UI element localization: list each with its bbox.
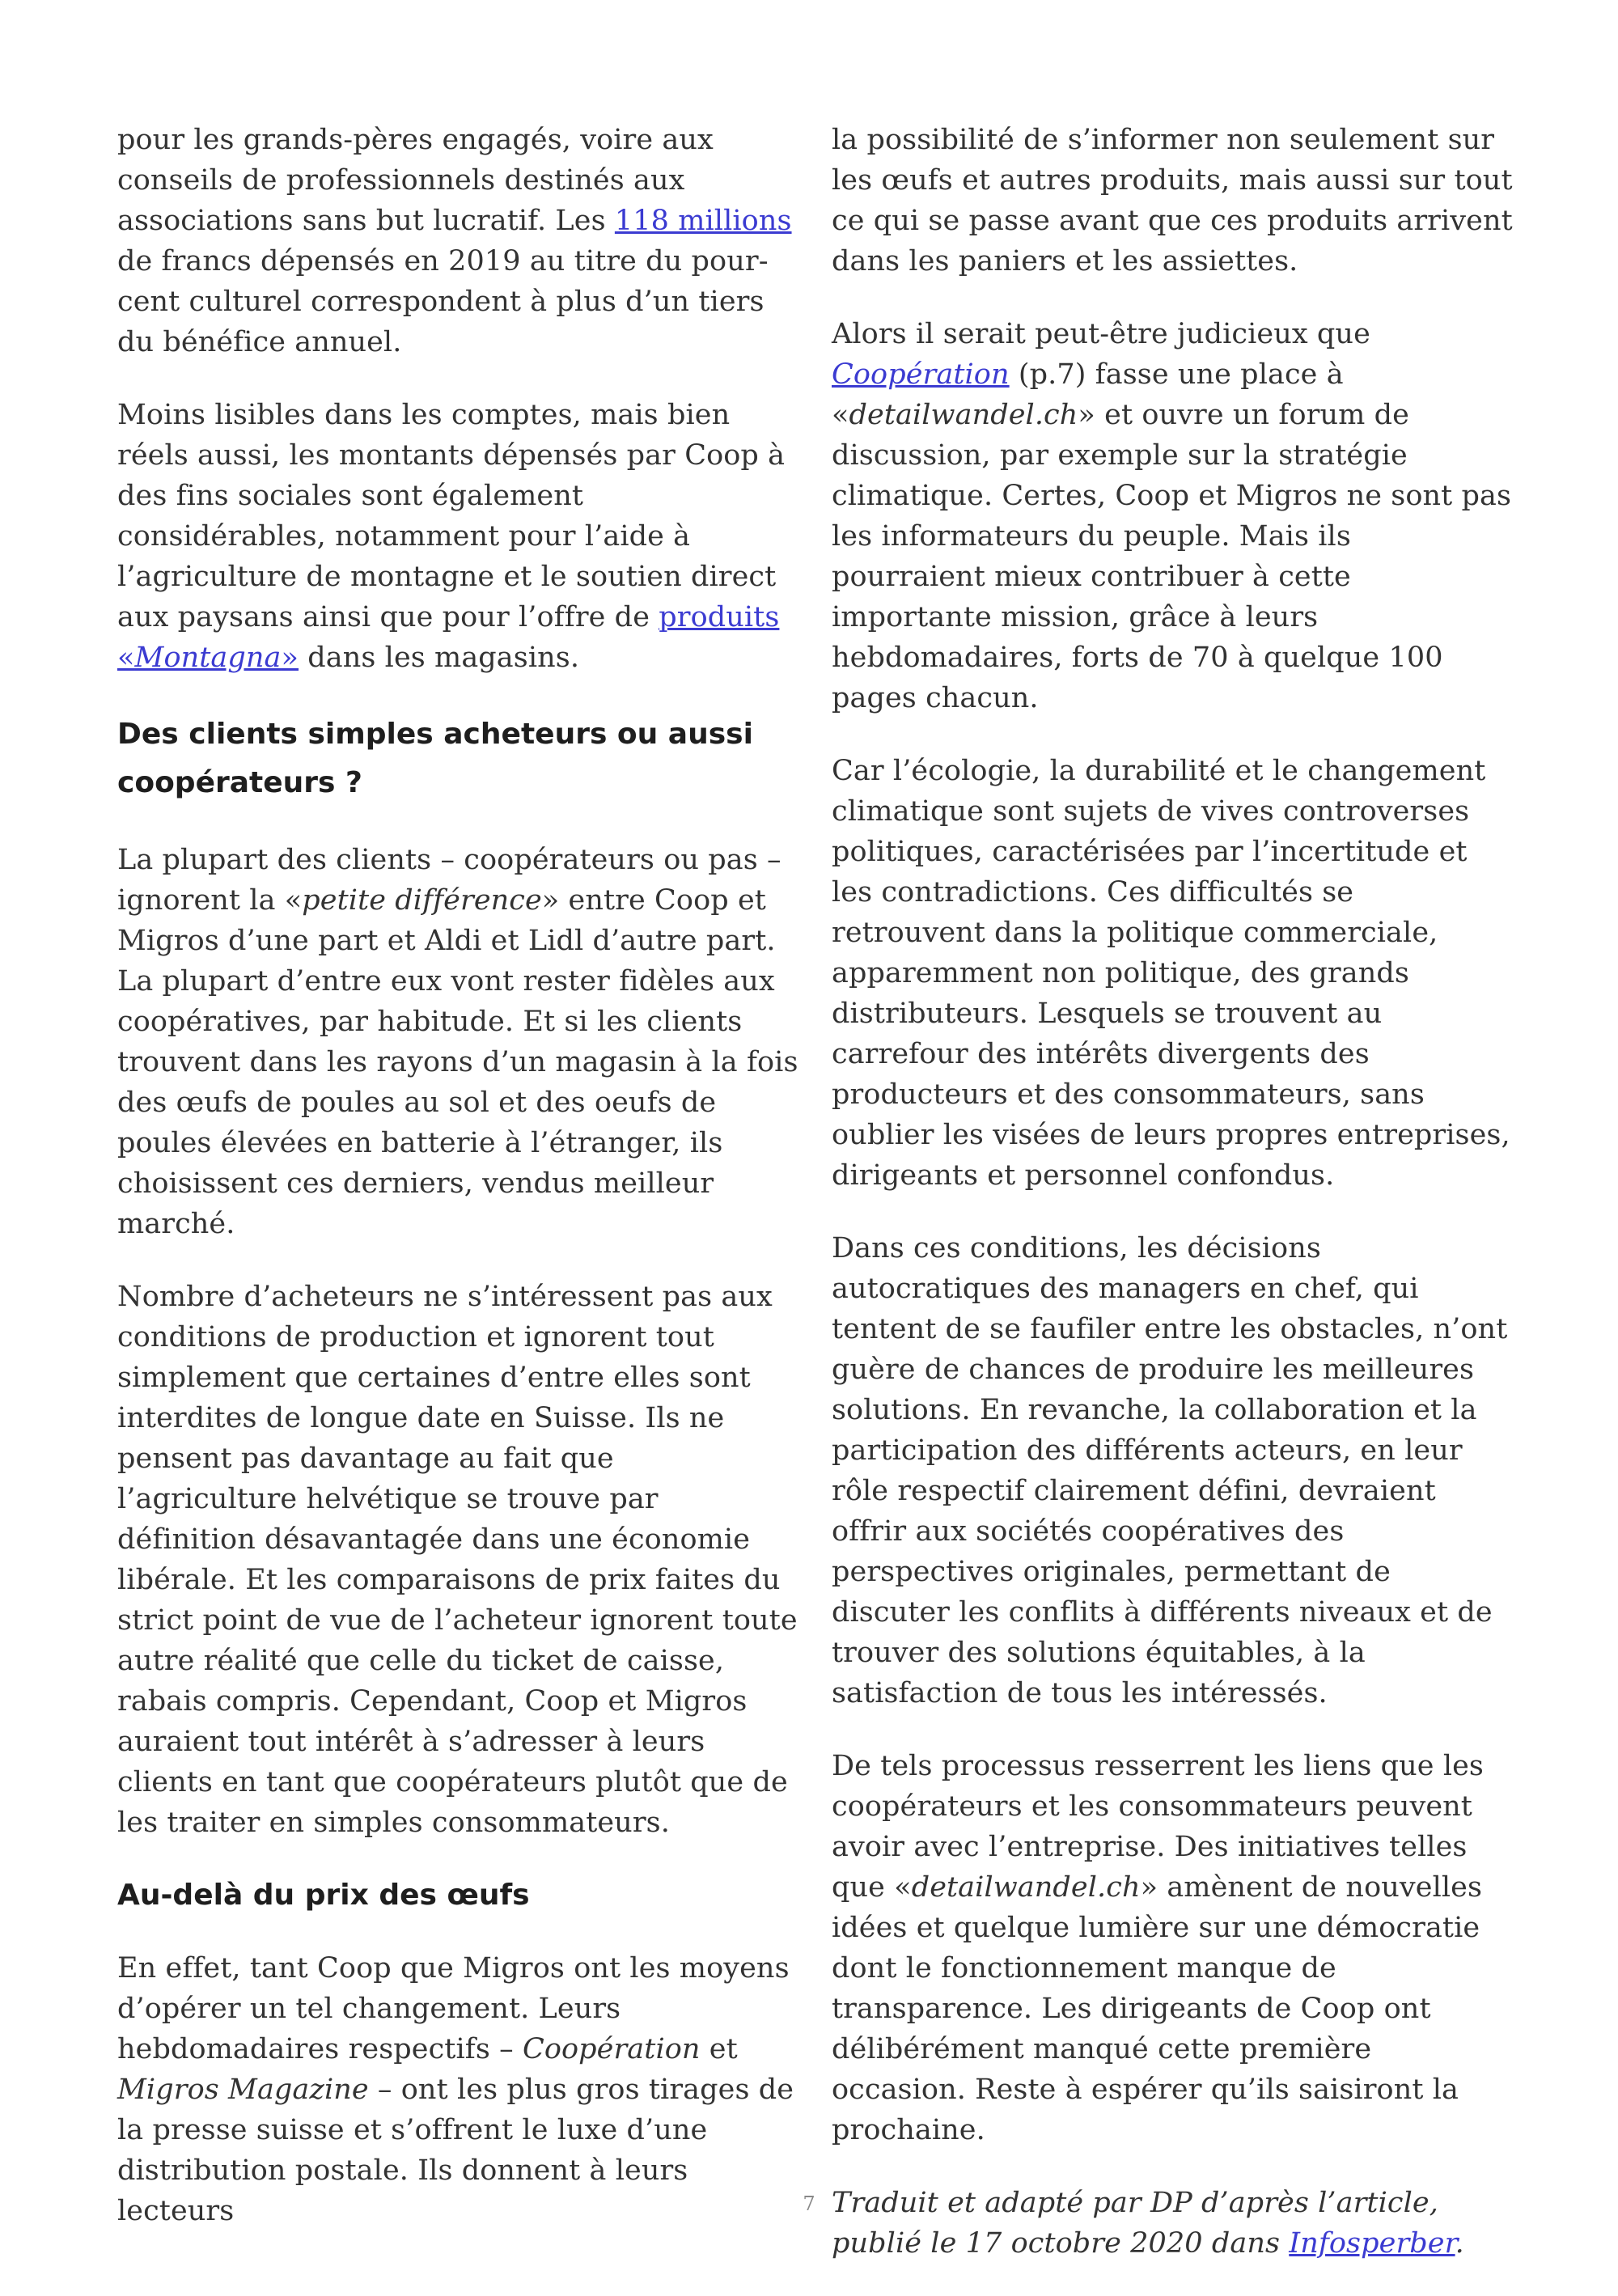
paragraph: Car l’écologie, la durabilité et le changement climatique sont sujets de vives controverses politiques, caractérisées par l’incertitude et les contradictions. Ces difficultés se retrouvent dans la politique commerciale, apparemment non politique, des grands distributeurs. Lesquels se trouvent au carrefour des intérêts divergents des producteurs et des consommateurs, sans oublier les visées de leurs propres entreprises, dirigeants et personnel confondus.	[832, 755, 1510, 1192]
page-number: 7	[803, 2192, 815, 2215]
paragraph: De tels processus resserrent les liens que les coopérateurs et les consommateurs peuvent avoir avec l’entreprise. Des initiatives telles que «detailwandel.ch» amènent de nouvelles idées et quelque lumière sur une démocratie dont le fonctionnement manque de transparence. Les dirigeants de Coop ont délibérément manqué cette première occasion. Reste à espérer qu’ils saisiront la prochaine.	[832, 1750, 1484, 2146]
left-column	[117, 120, 798, 2264]
section-heading: Au-delà du prix des œufs	[117, 1879, 530, 1912]
paragraph: pour les grands-pères engagés, voire aux conseils de professionnels destinés aux associations sans but lucratif. Les 118 millions de francs dépensés en 2019 au titre du pour-cent culturel correspondent à plus d’un tiers du bénéfice annuel.	[117, 124, 792, 358]
paragraph: La plupart des clients – coopérateurs ou pas – ignorent la «petite différence» entre Coop et Migros d’une part et Aldi et Lidl d’autre part. La plupart d’entre eux vont rester fidèles aux coopératives, par habitude. Et si les clients trouvent dans les rayons d’un magasin à la fois des œufs de poules au sol et des oeufs de poules élevées en batterie à l’étranger, ils choisissent ces derniers, vendus meilleur marché.	[117, 844, 798, 1240]
link-cooperation[interactable]: Coopération	[832, 358, 1010, 391]
link-produits-montagna[interactable]: produits «Montagna»	[117, 601, 780, 674]
section-heading: Des clients simples acheteurs ou aussi coopérateurs ?	[117, 718, 753, 799]
paragraph: Dans ces conditions, les décisions autocratiques des managers en chef, qui tentent de se faufiler entre les obstacles, n’ont guère de chances de produire les meilleures solutions. En revanche, la collaboration et la participation des différents acteurs, en leur rôle respectif clairement défini, devraient offrir aux sociétés coopératives des perspectives originales, permettant de discuter les conflits à différents niveaux et de trouver des solutions équitables, à la satisfaction de tous les intéressés.	[832, 1232, 1508, 1709]
link-infosperber[interactable]: Infosperber	[1289, 2227, 1455, 2260]
link-118-millions[interactable]: 118 millions	[614, 205, 792, 237]
paragraph: la possibilité de s’informer non seulement sur les œufs et autres produits, mais aussi sur tout ce qui se passe avant que ces produits arrivent dans les paniers et les assiettes.	[832, 124, 1513, 277]
paragraph: Alors il serait peut-être judicieux que Coopération (p.7) fasse une place à «detailwandel.ch» et ouvre un forum de discussion, par exemple sur la stratégie climatique. Certes, Coop et Migros ne sont pas les informateurs du peuple. Mais ils pourraient mieux contribuer à cette importante mission, grâce à leurs hebdomadaires, forts de 70 à quelque 100 pages chacun.	[832, 318, 1512, 714]
paragraph: Moins lisibles dans les comptes, mais bien réels aussi, les montants dépensés par Coop à des fins sociales sont également considérables, notamment pour l’aide à l’agriculture de montagne et le soutien direct aux paysans ainsi que pour l’offre de produits «Montagna» dans les magasins.	[117, 399, 786, 674]
right-column	[832, 120, 1513, 2296]
paragraph: Nombre d’acheteurs ne s’intéressent pas aux conditions de production et ignorent tout simplement que certaines d’entre elles sont interdites de longue date en Suisse. Ils ne pensent pas davantage au fait que l’agriculture helvétique se trouve par définition désavantagée dans une économie libérale. Et les comparaisons de prix faites du strict point de vue de l’acheteur ignorent toute autre réalité que celle du ticket de caisse, rabais compris. Cependant, Coop et Migros auraient tout intérêt à s’adresser à leurs clients en tant que coopérateurs plutôt que de les traiter en simples consommateurs.	[117, 1281, 798, 1839]
paragraph: En effet, tant Coop que Migros ont les moyens d’opérer un tel changement. Leurs hebdomadaires respectifs – Coopération et Migros Magazine – ont les plus gros tirages de la presse suisse et s’offrent le luxe d’une distribution postale. Ils donnent à leurs lecteurs	[117, 1952, 794, 2227]
translation-credit: Traduit et adapté par DP d’après l’article, publié le 17 octobre 2020 dans Infosperber.	[832, 2187, 1464, 2260]
